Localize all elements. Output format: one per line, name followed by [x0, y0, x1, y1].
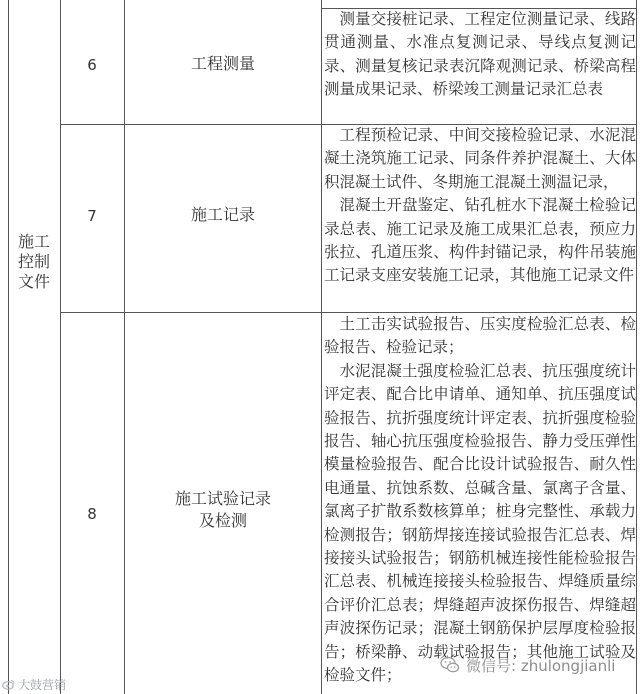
row-name: 工程测量: [190, 54, 255, 73]
row-name-line: 及检测: [198, 511, 247, 530]
row-name: 施工记录: [190, 205, 255, 224]
description-paragraph: 土工击实试验报告、压实度检验汇总表、检验报告、检验记录；: [324, 315, 636, 357]
row-number: 8: [87, 505, 97, 523]
category-line: 施工: [17, 232, 50, 251]
row-number: 6: [87, 56, 97, 74]
row-number: 7: [87, 207, 97, 225]
row-name-line: 施工试验记录: [174, 489, 271, 508]
category-line: 控制: [17, 252, 50, 271]
table-border-left: [8, 0, 9, 694]
description-paragraph: 工程预检记录、中间交接检验记录、水泥混凝土浇筑施工记录、同条件养护混凝土、大体积混凝土试件、冬期施工混凝土测温记录，: [324, 126, 636, 191]
description-paragraph: 水泥混凝土强度检验汇总表、抗压强度统计评定表、配合比申请单、通知单、抗压强度试验报告、抗折强度统计评定表、抗折强度检验报告、轴心抗压强度检验报告、静力受压弹性模量检验报告、配合比设计试验报告、耐久性电通量、抗蚀系数、总碱含量、氯离子含量、氯离子扩散系数核算单；桩身完整性、承载力检测报告；钢筋焊接连接试验报告汇总表、焊接接头试验报告；钢筋机械连接性能检验报告汇总表、机械连接接头检验报告、焊缝质量综合评价汇总表；焊缝超声波探伤报告、焊缝超声波探伤记录；混凝土钢筋保护层厚度检验报告；桥梁静、动载试验报告；其他施工试验及检验文件；: [324, 361, 636, 685]
wechat-icon: [440, 656, 460, 674]
table-border-right: [636, 0, 637, 694]
watermark-right: [440, 655, 615, 676]
row-description: [324, 8, 636, 102]
watermark-left-text: 大鼓营销: [18, 678, 67, 692]
table-border-col1: [60, 0, 61, 694]
category-cell: [8, 232, 60, 312]
table-border-col2: [124, 0, 125, 694]
description-paragraph: 测量交接桩记录、工程定位测量记录、线路贯通测量、水准点复测记录、导线点复测记录、测量复核记录表沉降观测记录、桥梁高程测量成果记录、桥梁竣工测量记录汇总表: [324, 10, 636, 99]
description-paragraph: 混凝土开盘鉴定、钻孔桩水下混凝土检验记录总表、施工记录及施工成果汇总表，预应力张拉、孔道压浆、构件封锚记录，构件吊装施工记录支座安装施工记录，其他施工记录文件: [324, 196, 636, 285]
watermark-left: [2, 676, 66, 693]
table-border-col3: [321, 0, 322, 694]
row-name: [125, 488, 321, 532]
watermark-right-text: 微信号: zhulongjianli: [466, 657, 616, 675]
row-description: [324, 124, 636, 288]
row-description: [324, 313, 636, 688]
category-line: 文件: [17, 272, 50, 291]
weibo-icon: [2, 679, 15, 690]
